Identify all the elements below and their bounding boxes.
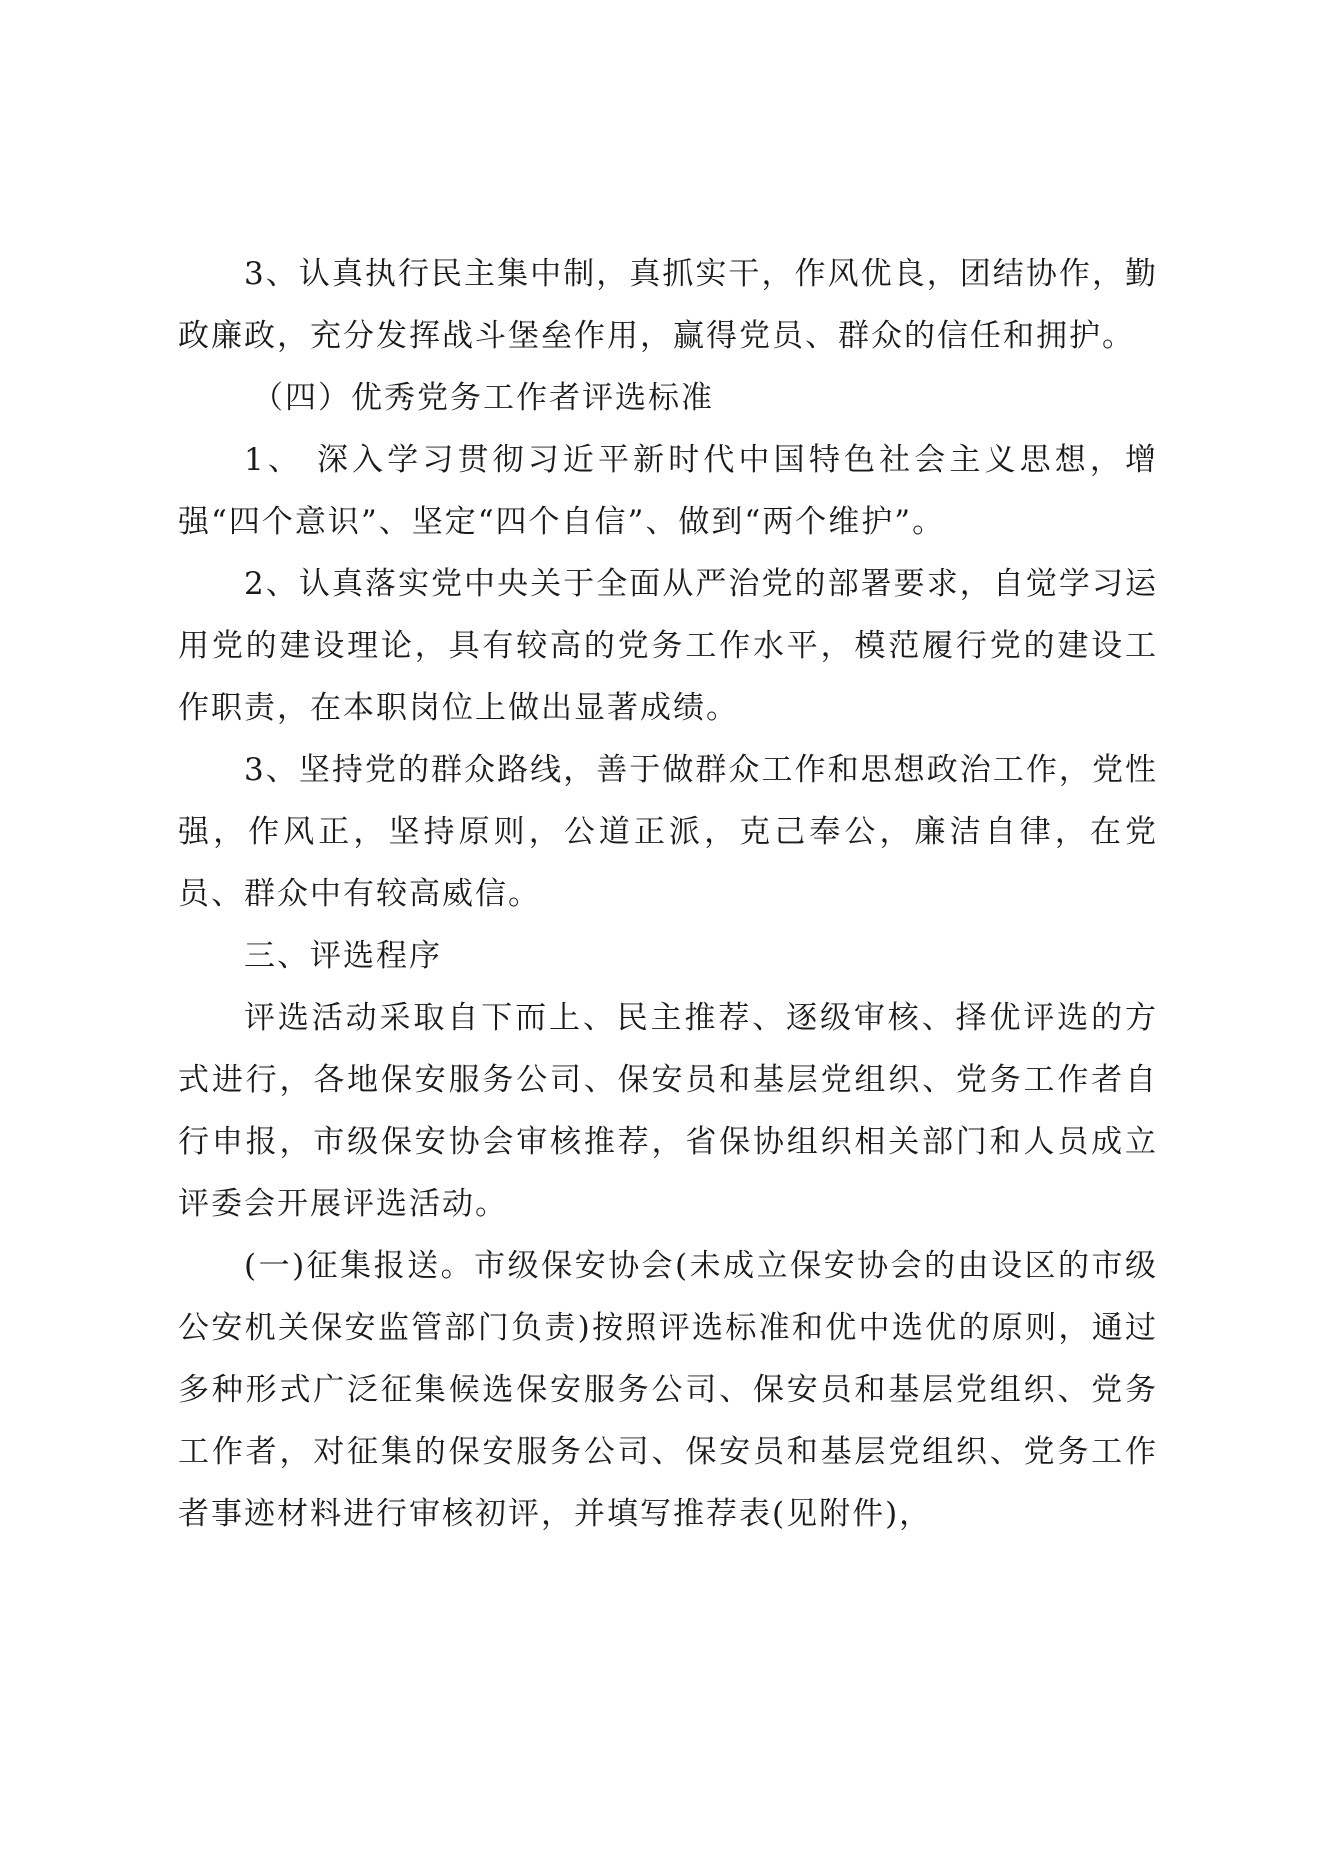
paragraph-worker-criterion-2: 2、认真落实党中央关于全面从严治党的部署要求，自觉学习运用党的建设理论，具有较高的党务工作水平，模范履行党的建设工作职责，在本职岗位上做出显著成绩。 — [178, 566, 1158, 726]
section-heading-outstanding-party-workers: （四）优秀党务工作者评选标准 — [252, 380, 714, 416]
paragraph-collection-submission: (一)征集报送。市级保安协会(未成立保安协会的由设区的市级公安机关保安监管部门负责)按照评选标准和优中选优的原则，通过多种形式广泛征集候选保安服务公司、保安员和基层党组织、党务工作者，对征集的保安服务公司、保安员和基层党组织、党务工作者事迹材料进行审核初评，并填写推荐表(见附件)， — [178, 1248, 1158, 1532]
paragraph-criterion-3: 3、认真执行民主集中制，真抓实干，作风优良，团结协作，勤政廉政，充分发挥战斗堡垒作用，赢得党员、群众的信任和拥护。 — [178, 256, 1158, 354]
document-body — [178, 243, 1158, 1545]
section-heading-selection-procedure: 三、评选程序 — [244, 938, 442, 974]
paragraph-worker-criterion-3: 3、坚持党的群众路线，善于做群众工作和思想政治工作，党性强，作风正，坚持原则，公道正派，克己奉公，廉洁自律，在党员、群众中有较高威信。 — [178, 752, 1158, 912]
paragraph-procedure-overview: 评选活动采取自下而上、民主推荐、逐级审核、择优评选的方式进行，各地保安服务公司、保安员和基层党组织、党务工作者自行申报，市级保安协会审核推荐，省保协组织相关部门和人员成立评委会开展评选活动。 — [178, 1000, 1158, 1222]
paragraph-worker-criterion-1: 1、 深入学习贯彻习近平新时代中国特色社会主义思想，增强“四个意识”、坚定“四个自信”、做到“两个维护”。 — [178, 442, 1158, 540]
